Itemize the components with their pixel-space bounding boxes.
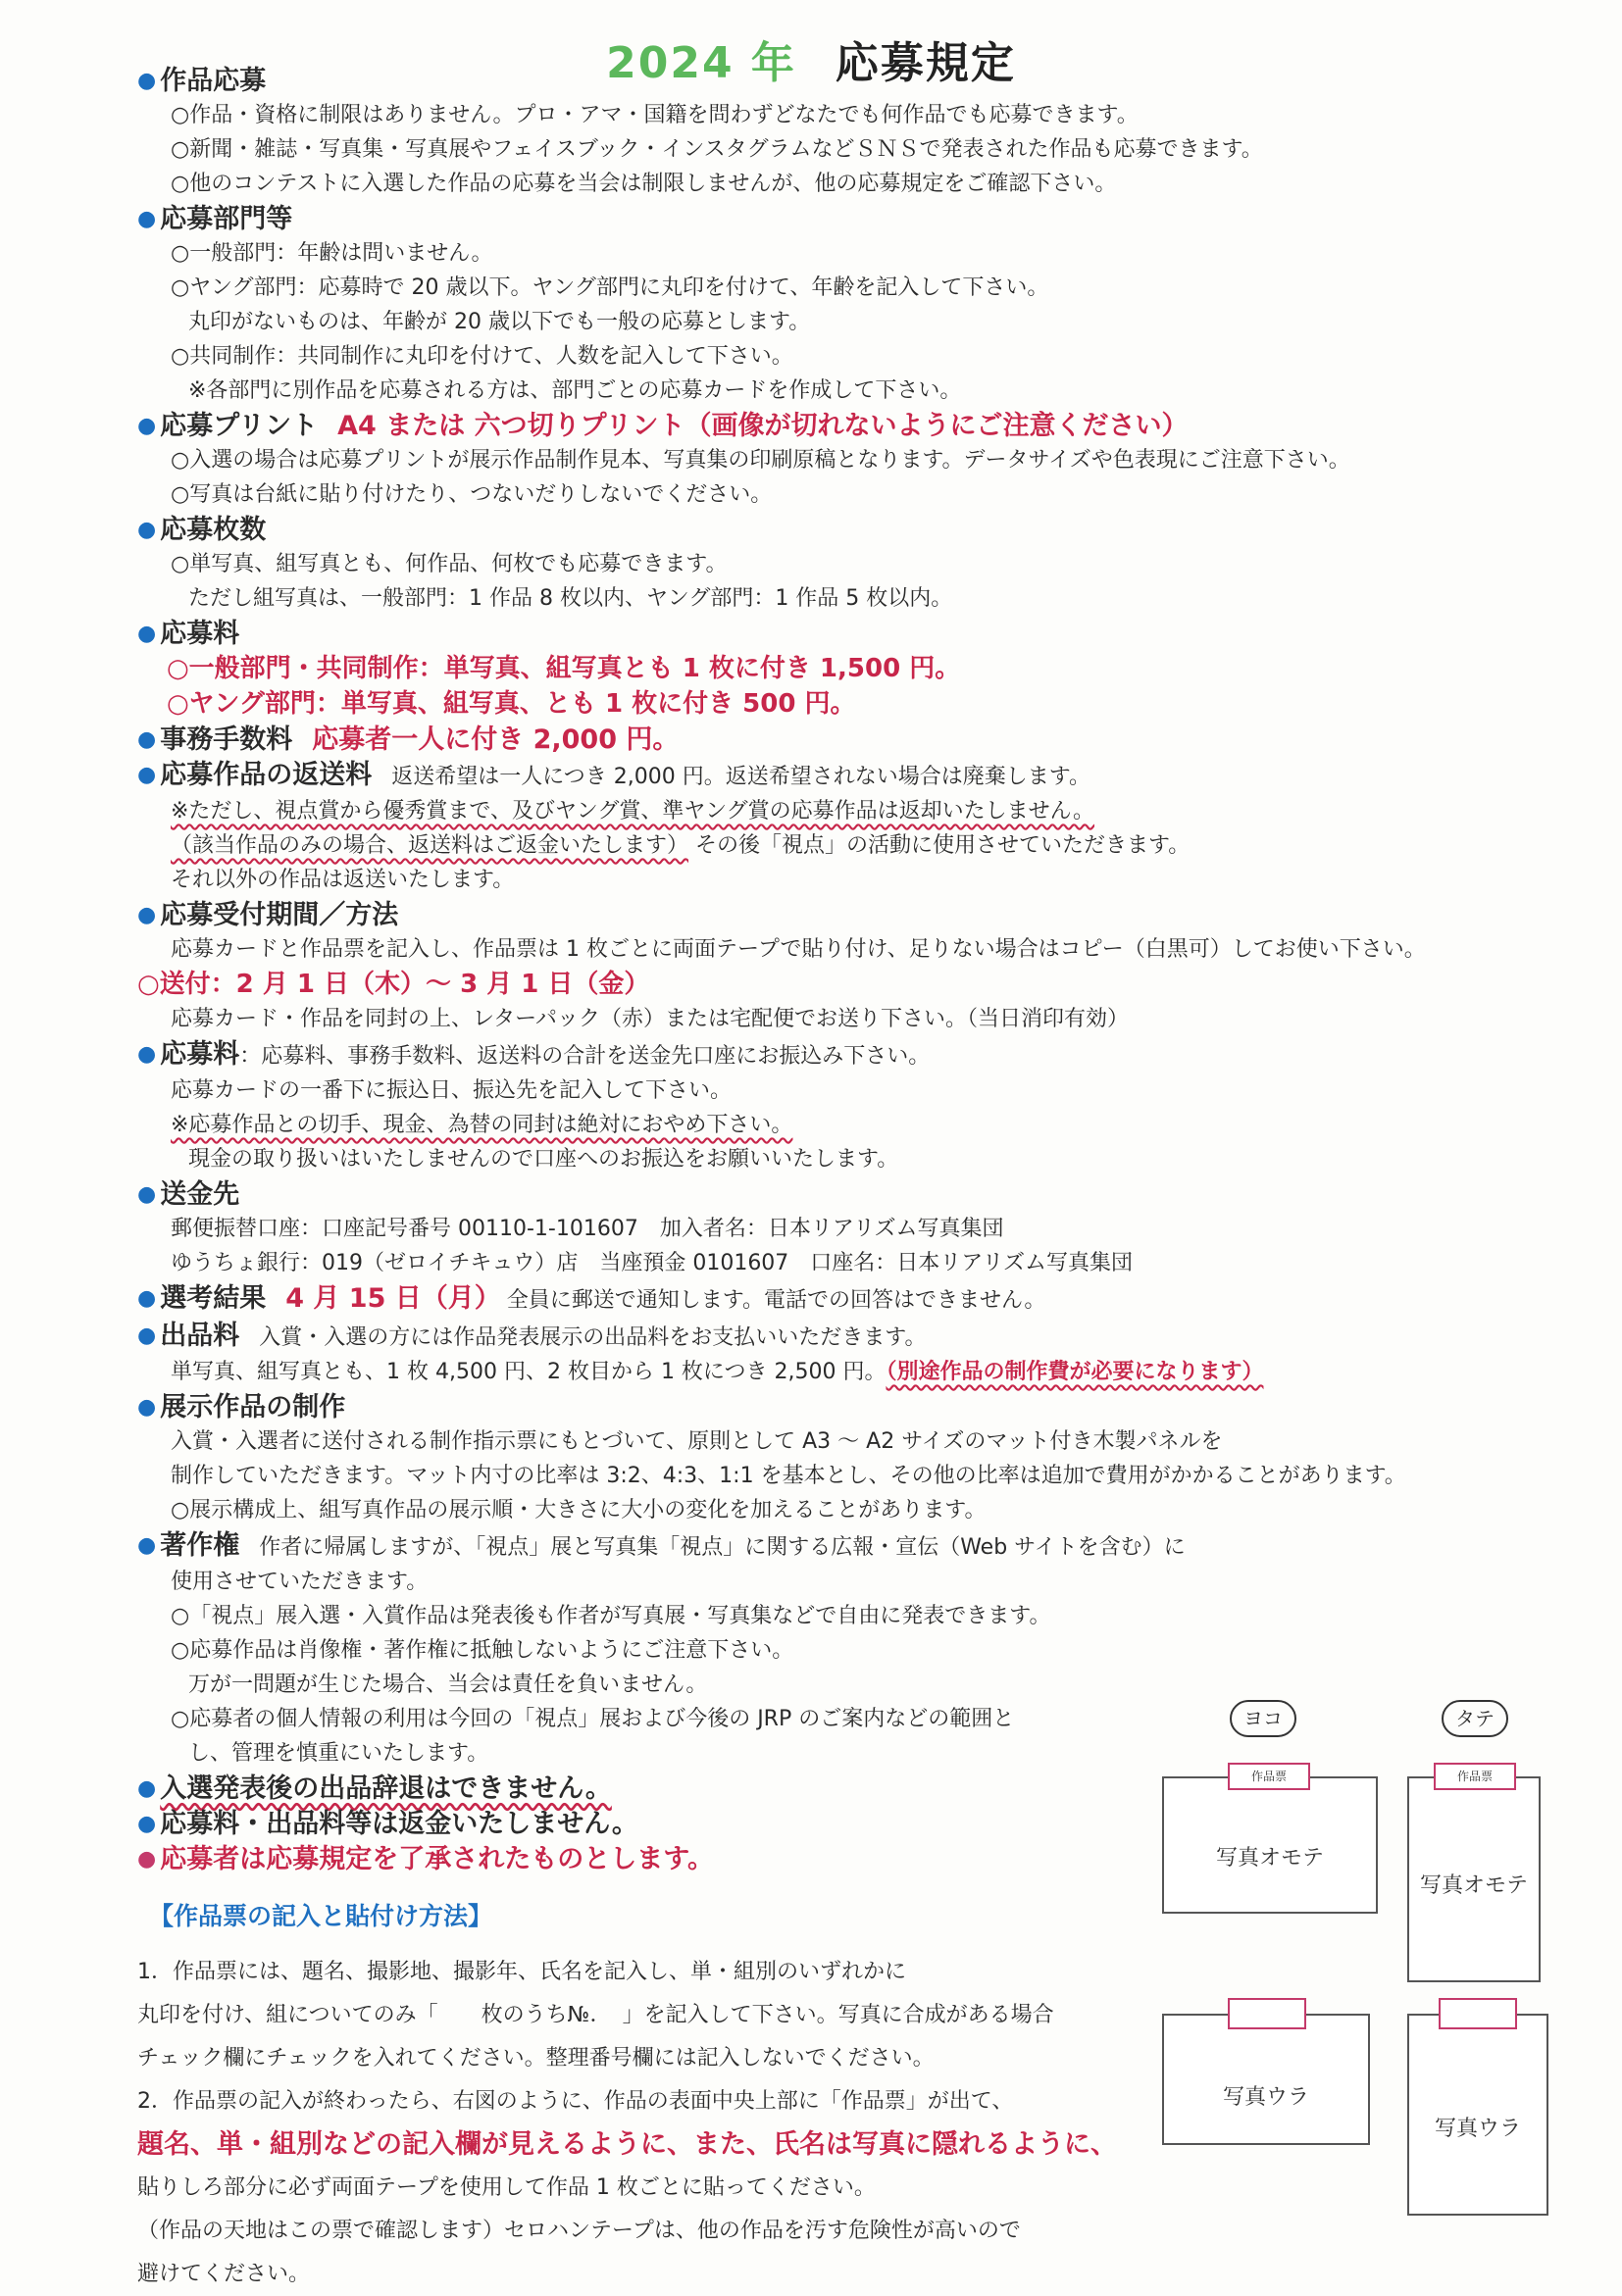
method-text [137,1951,1138,2296]
section-heading: ● 作品応募 [137,66,267,96]
section-heading: ● 応募料・出品料等は返金いたしません。 [137,1809,638,1839]
rule-line: 使用させていただきます。 [171,1570,429,1594]
rule-line: （該当作品のみの場合、返送料はご返金いたします） その後「視点」の活動に使用させていただきます。 [171,833,1191,858]
section-heading: ● 出品料 入賞・入選の方には作品発表展示の出品料をお支払いいただきます。 [137,1321,927,1351]
section-heading: ● 応募作品の返送料 返送希望は一人につき 2,000 円。返送希望されない場合は廃棄します。 [137,760,1090,790]
entry-slip-outline [1228,1998,1306,2029]
method-line: 避けてください。 [137,2262,311,2286]
landscape-front [1162,1770,1378,1914]
rule-line: 単写真、組写真とも、1 枚 4,500 円、2 枚目から 1 枚につき 2,500 円。（別途作品の制作費が必要になります） [171,1360,1264,1384]
front-label: 写真オモテ [1419,1873,1528,1898]
rule-line: ○作品・資格に制限はありません。プロ・アマ・国籍を問わずどなたでも何作品でも応募できます。 [171,103,1139,127]
title-year: 2024 年 [606,38,796,88]
section-heading: ● 展示作品の制作 [137,1392,346,1423]
bullet-icon: ● [137,414,157,438]
landscape-back [1162,2014,1370,2145]
method-highlight: 題名、単・組別などの記入欄が見えるように、また、氏名は写真に隠れるように、 [137,2129,1117,2160]
rules-content [137,63,1530,1876]
method-line: 丸印を付け、組についてのみ「 枚のうち№． 」を記入して下さい。写真に合成がある場合 [137,2003,1054,2027]
section-heading: ● 事務手数料 応募者一人に付き 2,000 円。 [137,724,680,755]
print-size-note: A4 または 六つ切りプリント（画像が切れないようにご注意ください） [337,411,1189,441]
rule-line: ゆうちょ銀行：019（ゼロイチキュウ）店 当座預金 0101607 口座名：日本リアリズム写真集団 [171,1251,1133,1275]
copyright-note: 作者に帰属しますが、「視点」展と写真集「視点」に関する広報・宣伝（Web サイトを含む）に [259,1535,1186,1560]
section-heading: ● 著作権 作者に帰属しますが、「視点」展と写真集「視点」に関する広報・宣伝（Web サイトを含む）に [137,1530,1186,1561]
rule-line: ただし組写真は、一般部門：1 作品 8 枚以内、ヤング部門：1 作品 5 枚以内。 [188,586,953,611]
entry-slip-outline [1439,1998,1517,2029]
rule-line: 郵便振替口座：口座記号番号 00110-1-101607 加入者名：日本リアリズム写真集団 [171,1217,1004,1241]
method-line: 1．作品票には、題名、撮影地、撮影年、氏名を記入し、単・組別のいずれかに [137,1960,906,1984]
rule-line: ○写真は台紙に貼り付けたり、つないだりしないでください。 [171,482,773,507]
rule-line: ○共同制作：共同制作に丸印を付けて、人数を記入して下さい。 [171,344,793,369]
rule-line: ○「視点」展入選・入賞作品は発表後も作者が写真展・写真集などで自由に発表できます。 [171,1604,1051,1628]
rule-line: それ以外の作品は返送いたします。 [171,868,515,892]
bullet-icon: ● [137,1182,157,1207]
bullet-icon: ● [137,1323,157,1348]
tate-label: タテ [1442,1700,1508,1737]
rule-line: ○他のコンテストに入選した作品の応募を当会は制限しませんが、他の応募規定をご確認下さい。 [171,172,1117,196]
section-heading: ● 応募者は応募規定を了承されたものとします。 [137,1844,715,1874]
entry-slip-tag: 作品票 [1434,1763,1516,1790]
bullet-icon: ● [137,69,157,93]
bullet-icon: ● [137,1042,157,1067]
shipping-period: ○送付：2 月 1 日（木）～ 3 月 1 日（金） [137,970,650,999]
title-main: 応募規定 [835,38,1016,88]
section-heading: ● 応募料 [137,619,240,649]
method-line: 2．作品票の記入が終わったら、右図のように、作品の表面中央上部に「作品票」が出て、 [137,2089,1014,2114]
result-note: 全員に郵送で通知します。電話での回答はできません。 [506,1288,1046,1313]
method-line: チェック欄にチェックを入れてください。整理番号欄には記入しないでください。 [137,2046,935,2071]
back-label: 写真ウラ [1222,2085,1309,2110]
rule-line: 入賞・入選者に送付される制作指示票にもとづいて、原則として A3 ～ A2 サイズのマット付き木製パネルを [171,1429,1223,1454]
rule-line: 丸印がないものは、年齢が 20 歳以下でも一般の応募とします。 [188,310,811,334]
method-heading: 【作品票の記入と貼付け方法】 [149,1902,493,1930]
rule-line: 応募カードと作品票を記入し、作品票は 1 枚ごとに両面テープで貼り付け、足りない場合はコピー（白黒可）してお使い下さい。 [171,937,1426,962]
bullet-icon: ● [137,1395,157,1420]
section-heading: ● 応募受付期間／方法 [137,900,399,930]
payment-note: ：応募料、事務手数料、返送料の合計を送金先口座にお振込み下さい。 [239,1044,931,1069]
rule-line: ○単写真、組写真とも、何作品、何枚でも応募できます。 [171,552,728,576]
bullet-icon: ● [137,1286,157,1311]
rule-line: ※応募作品との切手、現金、為替の同封は絶対におやめ下さい。 [171,1113,793,1137]
section-heading: ● 入選発表後の出品辞退はできません。 [137,1773,612,1804]
rule-line: ○一般部門：年齢は問いません。 [171,241,493,266]
rule-line: ○入選の場合は応募プリントが展示作品制作見本、写真集の印刷原稿となります。データサイズや色表現にご注意下さい。 [171,448,1350,473]
rule-line: 現金の取り扱いはいたしませんので口座へのお振込をお願いいたします。 [188,1147,899,1172]
back-label: 写真ウラ [1434,2117,1521,2141]
section-heading: ● 応募枚数 [137,515,267,545]
rule-line: 応募カードの一番下に振込日、振込先を記入して下さい。 [171,1078,733,1103]
result-date: 4 月 15 日（月） [285,1283,501,1314]
rule-line: 応募カード・作品を同封の上、レターパック（赤）または宅配便でお送り下さい。（当日消印有効） [171,1007,1130,1031]
portrait-front [1407,1770,1541,1982]
entry-slip-tag: 作品票 [1228,1763,1310,1790]
yoko-label: ヨコ [1230,1700,1296,1737]
bullet-icon: ● [137,1812,157,1836]
fee-line: ○一般部門・共同制作：単写真、組写真とも 1 枚に付き 1,500 円。 [167,654,961,683]
exhibit-fee-note: 入賞・入選の方には作品発表展示の出品料をお支払いいただきます。 [259,1325,927,1350]
portrait-back [1407,2014,1548,2216]
method-line: （作品の天地はこの票で確認します）セロハンテープは、他の作品を汚す危険性が高いので [137,2219,1021,2243]
rule-line: ○展示構成上、組写真作品の展示順・大きさに大小の変化を加えることがあります。 [171,1498,987,1522]
admin-fee: 応募者一人に付き 2,000 円。 [312,724,680,755]
rule-line: ○応募作品は肖像権・著作権に抵触しないようにご注意下さい。 [171,1638,794,1663]
bullet-icon: ● [137,207,157,231]
section-heading: ● 応募料：応募料、事務手数料、返送料の合計を送金先口座にお振込み下さい。 [137,1039,931,1070]
section-heading: ● 応募プリント A4 または 六つ切りプリント（画像が切れないようにご注意ください） [137,411,1189,441]
rule-line: ※ただし、視点賞から優秀賞まで、及びヤング賞、準ヤング賞の応募作品は返却いたしません。 [171,799,1094,824]
rule-line: 万が一問題が生じた場合、当会は責任を負いません。 [188,1672,708,1697]
rule-line: 制作していただきます。マット内寸の比率は 3:2、4:3、1:1 を基本とし、その他の比率は追加で費用がかかることがあります。 [171,1464,1406,1488]
bullet-icon: ● [137,1847,157,1872]
front-label: 写真オモテ [1215,1846,1324,1871]
bullet-icon: ● [137,1533,157,1558]
bullet-icon: ● [137,518,157,542]
rule-line: し、管理を慎重にいたします。 [188,1741,489,1766]
rule-line: ※各部門に別作品を応募される方は、部門ごとの応募カードを作成して下さい。 [188,378,962,403]
method-line: 貼りしろ部分に必ず両面テープを使用して作品 1 枚ごとに貼ってください。 [137,2175,876,2200]
bullet-icon: ● [137,903,157,927]
bullet-icon: ● [137,727,157,752]
rule-line: ○ヤング部門：応募時で 20 歳以下。ヤング部門に丸印を付けて、年齢を記入して下さい。 [171,275,1049,300]
fee-line: ○ヤング部門：単写真、組写真、とも 1 枚に付き 500 円。 [167,689,856,719]
bullet-icon: ● [137,1776,157,1801]
bullet-icon: ● [137,763,157,787]
section-heading: ● 送金先 [137,1179,240,1210]
bullet-icon: ● [137,622,157,646]
section-heading: ● 選考結果 4 月 15 日（月） 全員に郵送で通知します。電話での回答はできません。 [137,1283,1046,1314]
return-fee-note: 返送希望は一人につき 2,000 円。返送希望されない場合は廃棄します。 [391,765,1090,789]
rule-line: ○新聞・雑誌・写真集・写真展やフェイスブック・インスタグラムなどＳＮＳで発表された作品も応募できます。 [171,137,1263,162]
section-heading: ● 応募部門等 [137,204,293,234]
rule-line: ○応募者の個人情報の利用は今回の「視点」展および今後の JRP のご案内などの範囲と [171,1707,1015,1731]
